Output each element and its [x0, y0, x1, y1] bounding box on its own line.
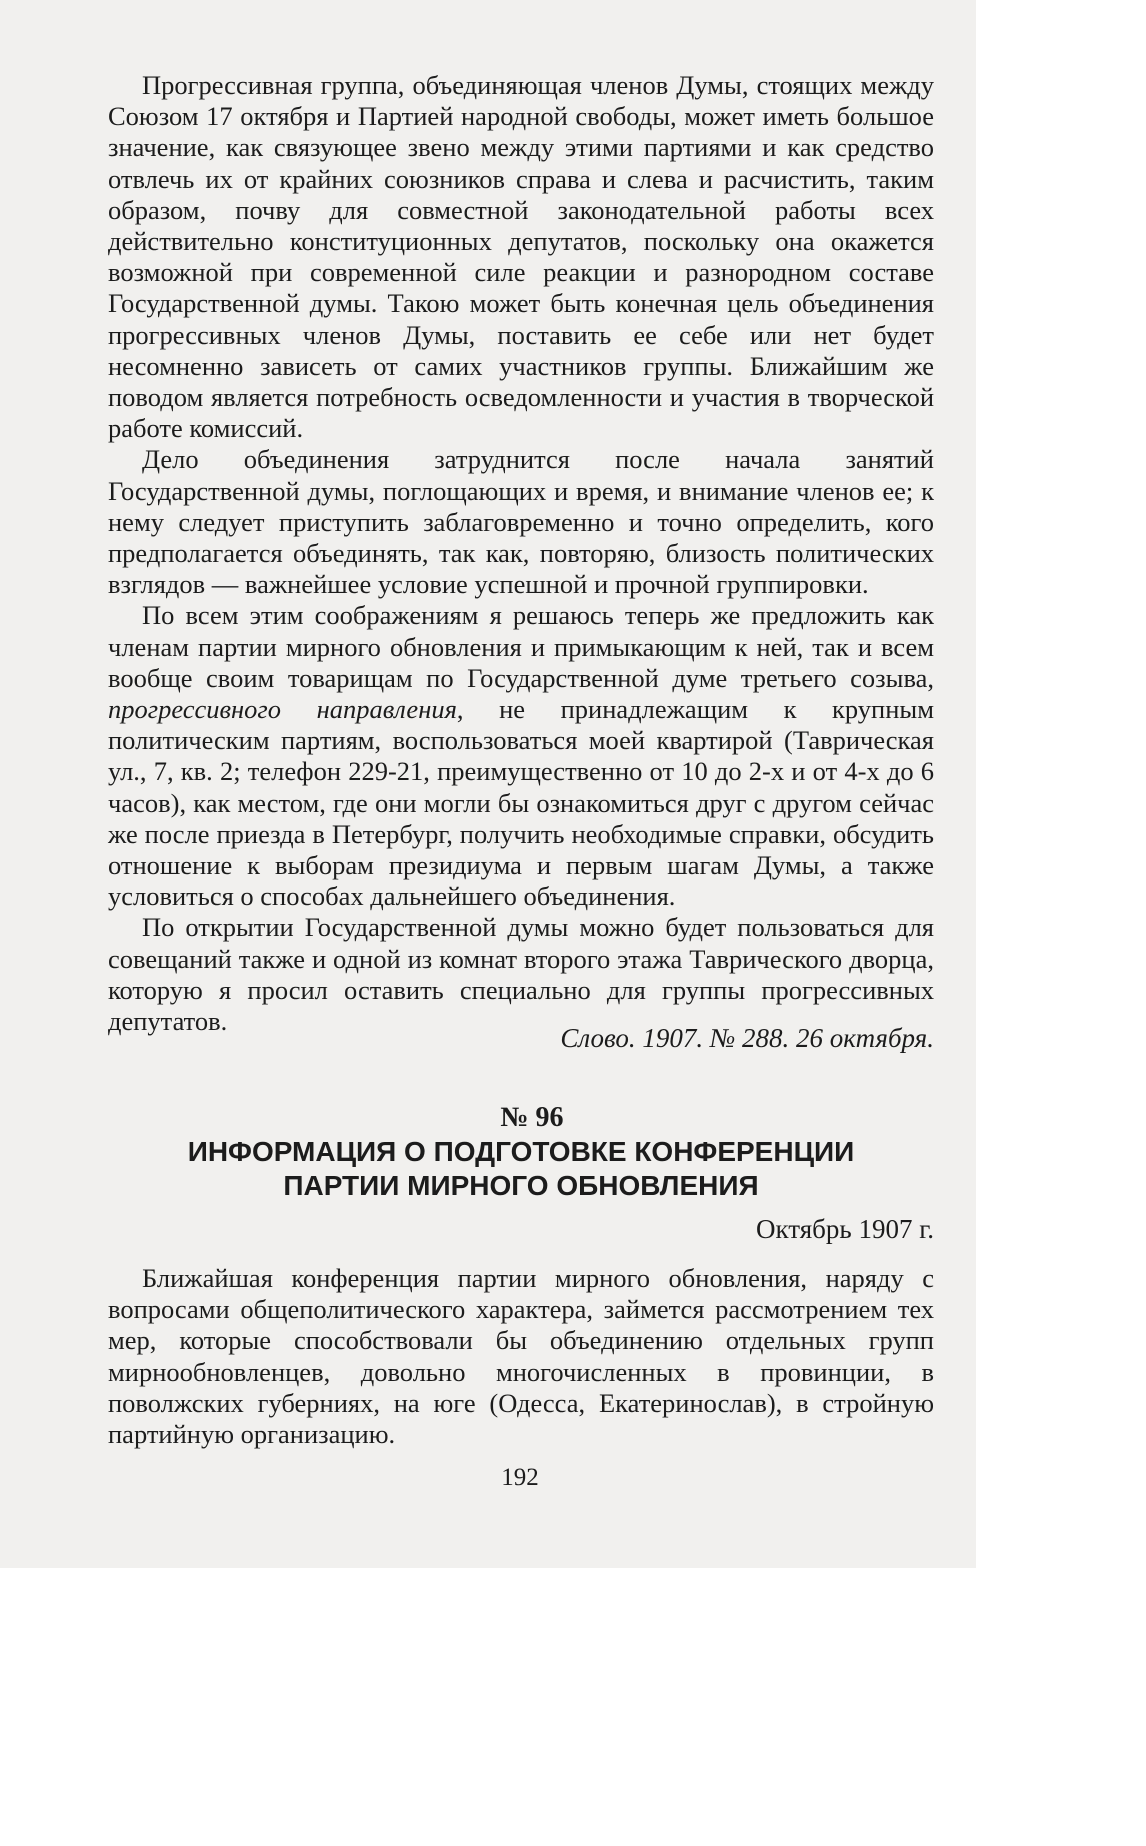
proposal-text-start: По всем этим соображениям я решаюсь теперь же предложить как членам партии мирного обновления и примыкающим к ней, так и всем вообще своим товарищам по Государственной думе третьего созыва,	[108, 600, 934, 693]
document-date: Октябрь 1907 г.	[756, 1214, 934, 1244]
paragraph-duma-opening: По открытии Государственной думы можно будет пользоваться для совещаний также и одной из комнат второго этажа Таврического дворца, которую я просил оставить специально для группы прогрессивных депутатов.	[108, 912, 934, 1037]
lower-text-block	[108, 1263, 934, 1450]
proposal-italic-phrase: прогрессивного направления	[108, 694, 457, 725]
paragraph-proposal	[108, 600, 934, 912]
document-heading	[108, 1135, 934, 1203]
proposal-text-end: , не принадлежащим к крупным политическим партиям, воспользоваться моей квартирой (Таврическая ул., 7, кв. 2; телефон 229-21, преимущественно от 10 до 2-х и от 4-х до 6 часов), как местом, где они могли бы ознакомиться друг с другом сейчас же после приезда в Петербург, получить необходимые справки, обсудить отношение к выборам президиума и первым шагам Думы, а также условиться о способах дальнейшего объединения.	[108, 694, 934, 912]
source-citation: Слово. 1907. № 288. 26 октября.	[560, 1023, 934, 1053]
paragraph-conference: Ближайшая конференция партии мирного обновления, наряду с вопросами общеполитического характера, займется рассмотрением тех мер, которые способствовали бы объединению отдельных групп мирнообновленцев, довольно многочисленных в провинции, в поволжских губерниях, на юге (Одесса, Екатеринослав), в стройную партийную организацию.	[108, 1263, 934, 1450]
document-number: № 96	[500, 1102, 564, 1133]
page-number: 192	[501, 1464, 539, 1491]
heading-line-2: ПАРТИИ МИРНОГО ОБНОВЛЕНИЯ	[283, 1170, 759, 1201]
heading-line-1: ИНФОРМАЦИЯ О ПОДГОТОВКЕ КОНФЕРЕНЦИИ	[187, 1136, 855, 1167]
upper-text-block	[108, 70, 934, 1037]
paragraph-unification: Дело объединения затруднится после начала занятий Государственной думы, поглощающих и время, и внимание членов ее; к нему следует приступить заблаговременно и точно определить, кого предполагается объединять, так как, повторяю, близость политических взглядов — важнейшее условие успешной и прочной группировки.	[108, 444, 934, 600]
paragraph-progressive-group: Прогрессивная группа, объединяющая членов Думы, стоящих между Союзом 17 октября и Партией народной свободы, может иметь большое значение, как связующее звено между этими партиями и как средство отвлечь их от крайних союзников справа и слева и расчистить, таким образом, почву для совместной законодательной работы всех действительно конституционных депутатов, поскольку она окажется возможной при современной силе реакции и разнородном составе Государственной думы. Такою может быть конечная цель объединения прогрессивных членов Думы, поставить ее себе или нет будет несомненно зависеть от самих участников группы. Ближайшим же поводом является потребность осведомленности и участия в творческой работе комиссий.	[108, 70, 934, 444]
